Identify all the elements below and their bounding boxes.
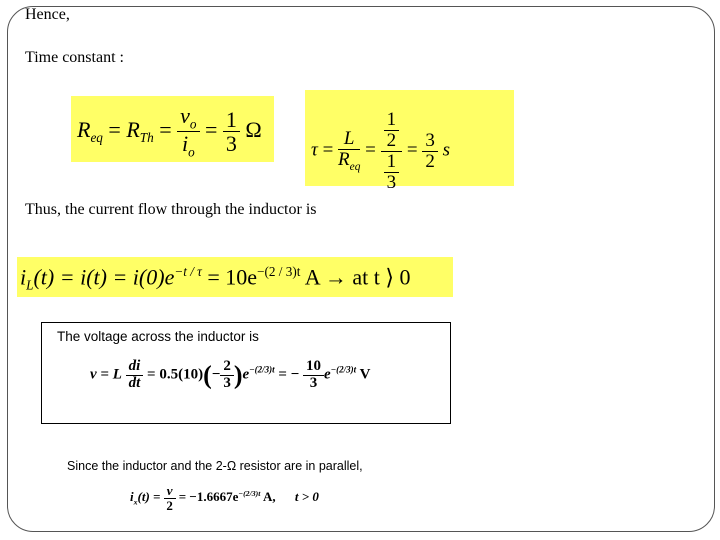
current-intro-text: Thus, the current flow through the inductor is [25, 201, 317, 218]
l-symbol: L [338, 129, 360, 150]
seconds-unit: s [442, 139, 450, 161]
ix-condition: t > 0 [294, 489, 319, 505]
rth-symbol: R [126, 116, 140, 142]
inner-den-den: 3 [386, 171, 397, 193]
v-over-2-fraction [164, 484, 176, 512]
current-exp2: −(2 / 3)t [257, 264, 301, 279]
req-equation: $R_{eq} = R_{Th}$ = $\frac{v_o}{i_o}$ = $\frac{1}{3}$ Ω [71, 96, 274, 162]
ix-equation [130, 484, 319, 512]
inner-num-den: 2 [386, 129, 397, 151]
two-thirds-den: 3 [223, 374, 231, 391]
il-symbol: i [20, 264, 27, 290]
three-halves-den: 2 [425, 150, 435, 172]
vo-sub: o [189, 116, 197, 132]
two-thirds-fraction [220, 359, 234, 392]
voltage-box: The voltage across the inductor is v = L $\frac{di}{dt}$ = 0.5(10)(− $\frac{2}{3}$ )$e^{-(2/3)t}$ = − $\frac{10}{3}$ $e^{-(2/3)t}$ V [41, 322, 451, 424]
amp-unit: A [300, 264, 320, 290]
ten-thirds-num: 10 [303, 359, 324, 376]
two-den: 2 [166, 497, 173, 513]
three-halves-num: 3 [422, 131, 438, 152]
voltage-mid: = 0.5(10) [147, 366, 204, 383]
ix-exp: −(2/3)t [238, 488, 261, 498]
ix-rest: (t) = [137, 489, 161, 505]
inner-num-num: 1 [384, 110, 400, 131]
voltage-title: The voltage across the inductor is [57, 329, 259, 344]
tau-symbol: τ [311, 139, 318, 161]
time-constant-label: Time constant : [25, 49, 124, 66]
v-num: v [164, 484, 176, 499]
vo-symbol: v [180, 103, 190, 128]
req-den-sub: eq [349, 160, 361, 173]
req-lhs-sub: eq [90, 130, 103, 146]
ix-sub: x [133, 497, 138, 507]
voltage-exp2: −(2/3)t [330, 364, 357, 375]
req-lhs: R [77, 116, 91, 142]
one-third-num: 1 [223, 108, 240, 132]
one-third-fraction [223, 108, 240, 155]
voltage-lhs: v = L [90, 366, 122, 383]
ten-thirds-den: 3 [309, 374, 318, 391]
parallel-text: Since the inductor and the 2-Ω resistor are in parallel, [67, 459, 363, 473]
ix-symbol: i [130, 489, 134, 505]
ohm-unit: Ω [245, 116, 262, 142]
current-condition: → at t ⟩ 0 [319, 264, 411, 290]
io-sub: o [188, 144, 195, 160]
req-den-symbol: R [338, 148, 350, 170]
di-dt-fraction [126, 359, 144, 392]
volt-unit: V [359, 366, 371, 383]
compound-fraction [381, 110, 403, 193]
vo-io-fraction [177, 104, 199, 160]
cropped-text-line [43, 314, 253, 322]
inner-den-num: 1 [384, 152, 400, 173]
il-sub: L [26, 277, 34, 293]
l-over-req-fraction [338, 129, 360, 174]
voltage-exp: −(2/3)t [249, 364, 275, 375]
ix-mid: = −1.6667e [178, 489, 239, 505]
two-thirds-num: 2 [220, 359, 234, 376]
current-exp1: −t / τ [174, 264, 202, 279]
io-symbol: i [181, 131, 189, 157]
ten-thirds-fraction [303, 359, 324, 392]
current-expr-a: (t) = i(t) = i(0)e [33, 264, 175, 290]
current-equation [17, 257, 453, 297]
ix-unit: A, [262, 489, 276, 505]
voltage-eq2: = − [278, 366, 300, 383]
di-num: di [126, 359, 144, 376]
dt-den: dt [128, 374, 141, 391]
current-expr-b: = 10e [201, 264, 258, 290]
three-halves-fraction [422, 131, 438, 172]
tau-equation: τ = $\frac{L}{R_{eq}}$ = $\frac{\frac{1}{2}}{\frac{1}{3}}$ = $\frac{3}{2}$ s [305, 90, 514, 186]
one-third-den: 3 [225, 131, 237, 157]
rth-sub: Th [139, 130, 154, 146]
heading-text: Hence, [25, 6, 70, 23]
